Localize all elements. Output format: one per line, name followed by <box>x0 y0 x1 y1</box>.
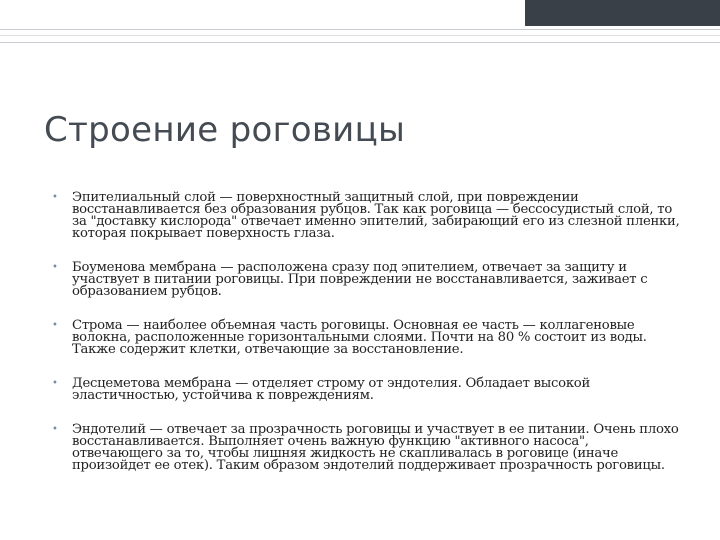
header-rule <box>0 29 720 30</box>
bullet-icon: • <box>52 262 58 273</box>
list-item-text: Строма — наиболее объемная часть роговицы. Основная ее часть — коллагеновые волокна, расположенные горизонтальными слоями. Почти на 80 % состоит из воды. Также содержит клетки, отвечающие за восстановление. <box>72 318 647 357</box>
bullet-icon: • <box>52 424 58 435</box>
bullet-icon: • <box>52 378 58 389</box>
slide-title: Строение роговицы <box>44 110 406 150</box>
list-item <box>50 378 680 402</box>
list-item-text: Десцеметова мембрана — отделяет строму от эндотелия. Обладает высокой эластичностью, устойчива к повреждениям. <box>72 376 591 403</box>
header-rule <box>0 35 720 36</box>
bullet-icon: • <box>52 320 58 331</box>
list-item <box>50 262 680 298</box>
list-item-text: Боуменова мембрана — расположена сразу под эпителием, отвечает за защиту и участвует в питании роговицы. При повреждении не восстанавливается, заживает с образованием рубцов. <box>72 260 648 299</box>
bullet-list <box>50 192 680 472</box>
list-item <box>50 424 680 472</box>
list-item <box>50 192 680 240</box>
list-item-text: Эпителиальный слой — поверхностный защитный слой, при повреждении восстанавливается без образования рубцов. Так как роговица — бессосудистый слой, то за "доставку кислорода" отвечает именно эпителий, забирающий его из слезной пленки, которая покрывает поверхность глаза. <box>72 190 680 241</box>
list-item <box>50 320 680 356</box>
header-rule <box>0 42 720 43</box>
bullet-icon: • <box>52 192 58 203</box>
slide-top-bar <box>0 0 720 26</box>
list-item-text: Эндотелий — отвечает за прозрачность роговицы и участвует в ее питании. Очень плохо восстанавливается. Выполняет очень важную функцию "активного насоса", отвечающего за то, чтобы лишняя жидкость не скапливалась в роговице (иначе произойдет ее отек). Таким образом эндотелий поддерживает прозрачность роговицы. <box>72 422 679 473</box>
top-bar-accent <box>0 0 525 26</box>
